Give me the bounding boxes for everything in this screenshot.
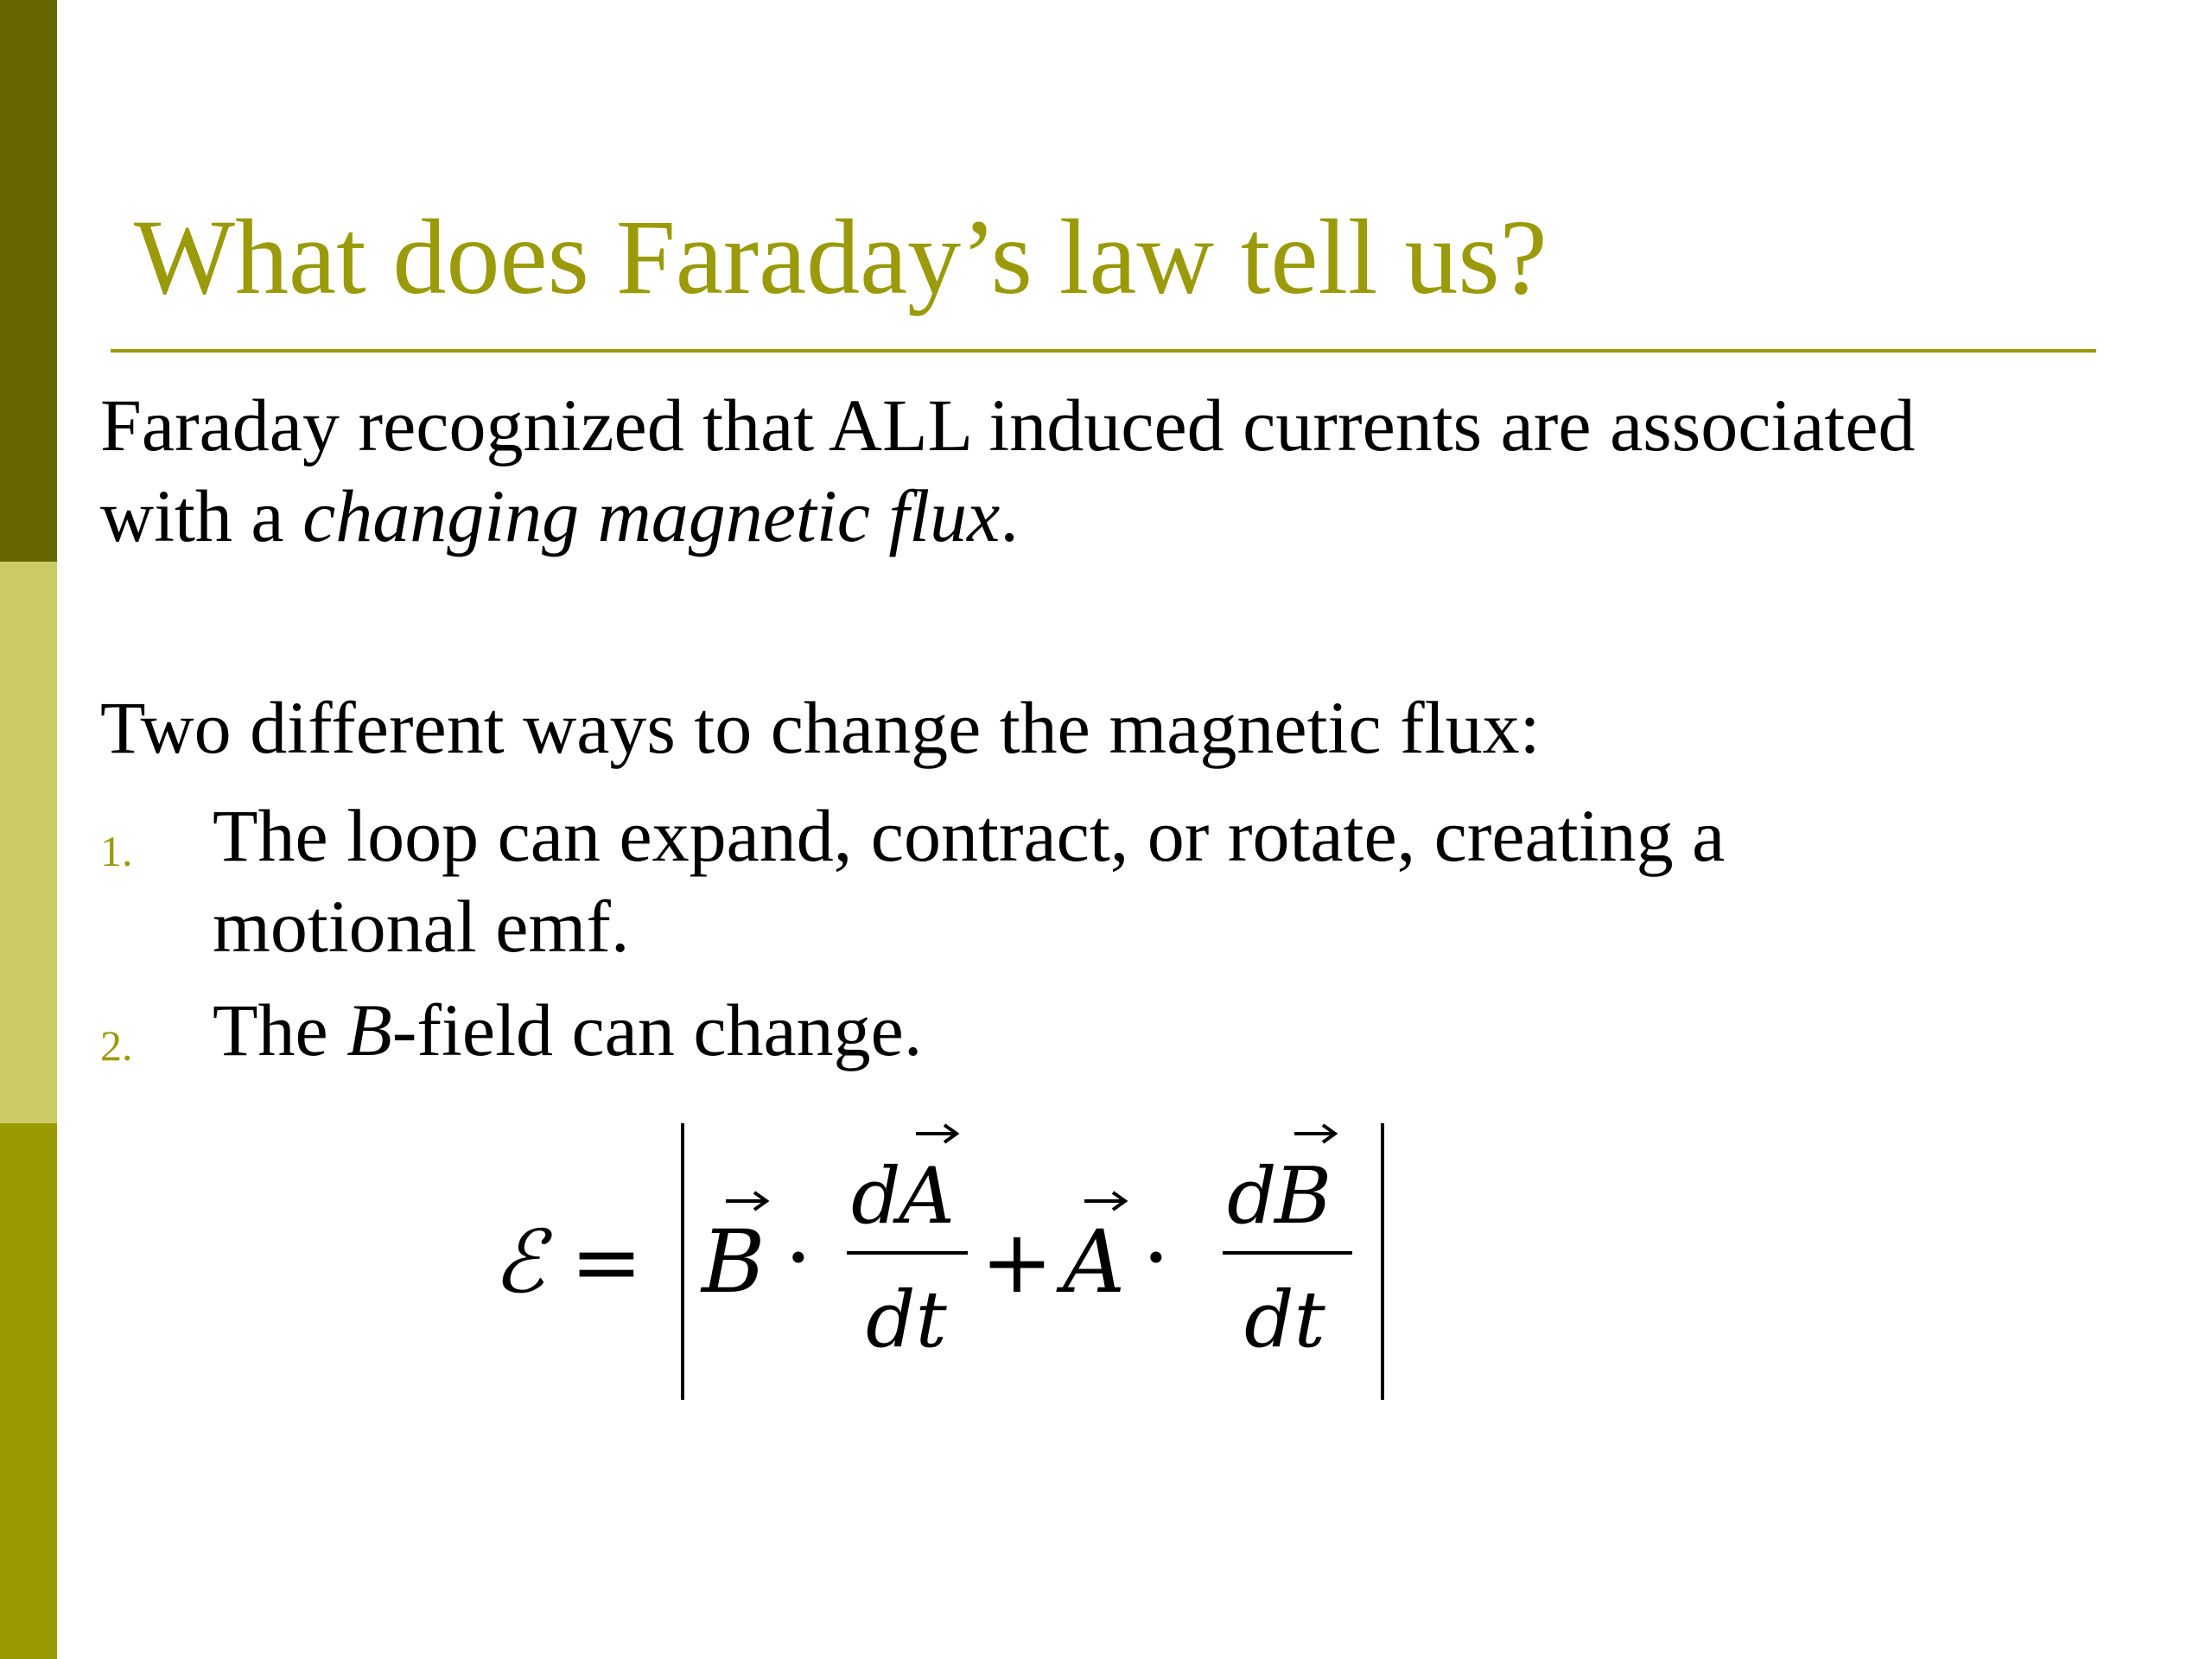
frac1-vector-arrow [916, 1125, 957, 1142]
equals-sign: = [570, 1211, 643, 1313]
list-text-1 [213, 791, 1725, 972]
intro-paragraph [100, 380, 1916, 562]
frac2-denominator: dt [1244, 1274, 1325, 1365]
emf-equation [467, 1115, 1452, 1426]
term2-vector-arrow [1084, 1192, 1125, 1210]
stripe-middle [0, 562, 57, 1123]
term2-vector-A: A [1063, 1211, 1126, 1313]
frac1-numerator-d: d [851, 1151, 901, 1242]
list-text-2 [213, 985, 922, 1076]
intro-line-2 [100, 471, 1916, 562]
list-number-2: 2. [100, 1021, 133, 1070]
stripe-top [0, 0, 57, 562]
stripe-bottom [0, 1123, 57, 1659]
emf-symbol: ℰ [493, 1211, 545, 1313]
intro-line-1: Faraday recognized that ALL induced currents are associated [100, 384, 1916, 467]
frac2-vector-arrow [1294, 1125, 1335, 1142]
frac2-numerator-d: d [1227, 1151, 1277, 1242]
intro-emphasis: changing magnetic flux [302, 474, 1001, 557]
dot-operator-2: · [1142, 1207, 1170, 1308]
list-text-2-tail: -field can change. [391, 988, 923, 1071]
list-text-1-line-2: motional emf. [213, 885, 630, 968]
frac1-denominator: dt [866, 1274, 947, 1365]
list-number-1: 1. [100, 827, 133, 875]
frac2-numerator-B: B [1274, 1151, 1332, 1242]
intro-lead: with a [100, 474, 303, 557]
plus-sign: + [981, 1211, 1053, 1313]
frac1-numerator-A: A [899, 1151, 955, 1242]
list-text-2-lead: The [213, 988, 347, 1071]
term1-vector-B: B [702, 1211, 766, 1313]
term1-vector-arrow [726, 1192, 766, 1210]
list-text-2-emphasis: B [346, 988, 392, 1071]
list-text-1-line-1: The loop can expand, contract, or rotate, creating a [213, 794, 1726, 877]
intro-period: . [1000, 474, 1019, 557]
dot-operator-1: · [785, 1207, 812, 1308]
slide-title: What does Faraday’s law tell us? [134, 198, 1548, 316]
ways-heading: Two different ways to change the magnetic flux: [100, 686, 1541, 769]
title-underline [111, 349, 2096, 353]
